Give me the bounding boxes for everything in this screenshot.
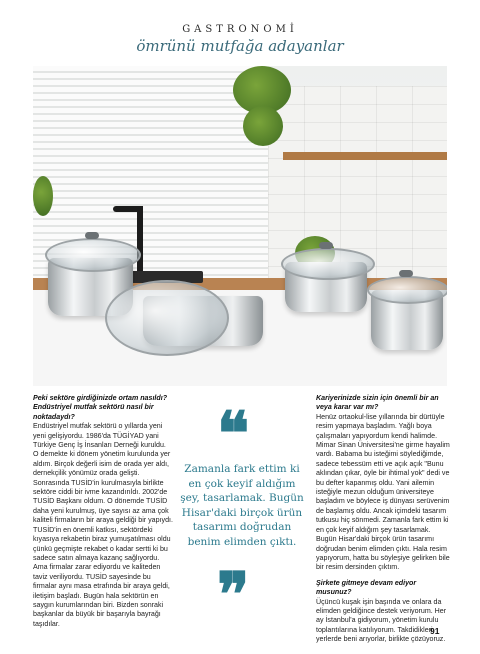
kitchen-cookware-photo xyxy=(33,66,447,386)
page-header xyxy=(0,24,480,55)
lid-knob xyxy=(85,232,99,239)
pot-left-lid xyxy=(45,238,141,272)
pot-right-lid xyxy=(367,276,447,304)
hanging-plant xyxy=(243,106,283,146)
section-label: GASTRONOMİ xyxy=(182,24,298,35)
interview-question: Kariyerinizde sizin için önemli bir an veya karar var mı? xyxy=(316,394,439,412)
lid-knob xyxy=(319,242,333,249)
left-column xyxy=(33,394,173,629)
page-number: 91 xyxy=(430,626,440,636)
wooden-shelf xyxy=(283,152,447,160)
close-quote-icon: ❞ xyxy=(217,560,250,630)
side-plant xyxy=(33,176,53,216)
right-column xyxy=(316,394,450,645)
interview-answer: Üçüncü kuşak işin başında ve onlara da elimden geldiğince destek veriyorum. Her ay İstanbul'a gidiyorum, yönetim kurulu toplantılarına katılıyorum. Takdidikleri yerlerde beni arıyorlar, birlikte çözüyoruz. xyxy=(316,597,447,644)
pot-center-lid xyxy=(281,248,375,280)
faucet xyxy=(137,206,143,272)
glass-lid xyxy=(105,280,229,356)
interview-answer: Henüz ortaokul-lise yıllarında bir dürtüyle resim yapmaya başladım. Yağlı boya çalışmaları yapıyordum kendi halimde. Mimar Sinan Üniversitesi'ne girme hayalim vardı. Babama bu isteğimi söylediğimde, sadece tebessüm etti ve açık açık "Bunu aklından çıkar, öyle bir ihtimal yok" dedi ve bu defter kapanmış oldu. Yani ailemin isteğiyle mezun olduğum üniversiteye başladım ve böylece iş dünyası serüvenim de başlamış oldu. Ancak içimdeki tasarım tutkusu hiç sönmedi. Zamanla fark ettim ki en çok keyif aldığım şey tasarlamak. Bugün Hisar'daki birçok ürün tasarımı doğrudan benim elimden çıktı. Hala resim yapıyorum, hatta bu söyleşiye gelirken bile bir resim dersinden çıktım. xyxy=(316,412,450,572)
section-subtitle: ömrünü mutfağa adayanlar xyxy=(136,37,344,55)
pull-quote: Zamanla fark ettim ki en çok keyif aldığım şey, tasarlamak. Bugün Hisar'daki birçok ürün tasarımı doğrudan benim elimden çıktı. xyxy=(180,463,304,548)
interview-question: Peki sektöre girdiğinizde ortam nasıldı? Endüstriyel mutfak sektörü nasıl bir noktadaydı? xyxy=(33,394,168,421)
lid-knob xyxy=(399,270,413,277)
interview-answer: Endüstriyel mutfak sektörü o yıllarda yeni yeni gelişiyordu. 1986'da TÜGİYAD yani Türkiye Genç İş İnsanları Derneği kuruldu. O demekte ki dönem yönetim kurulunda yer aldım. Birçok değerli isim de orada yer aldı, dernekçilik yönümüz orada gelişti. Sonrasında TUSİD'in kurulmasıyla birlikte sektöre ciddi bir ivme kazandırıldı. 2002'de TUSİD Başkanı oldum. O dönemde TUSİD daha yeni kurulmuş, üye sayısı az ama çok kaliteli firmaların bir araya geldiği bir yapıydı. TUSİD'in en önemli katkısı, sektördeki kıyasıya rekabetin biraz yumuşatılması oldu çünkü geçmişte rekabet o kadar sertti ki bu sadece satın almaya kazanç sağlıyordu. Ama firmalar zarar ediyordu ve kaliteden taviz veriliyordu. TUSİD sayesinde bu firmalar aynı masa etrafında bir araya geldi, iletişim başladı. Bugün hala sektörün en saygın kurumlarından biri. Bizden sonraki başkanlar da büyük bir başarıyla bayrağı taşıdılar. xyxy=(33,422,173,628)
interview-question: Şirkete gitmeye devam ediyor musunuz? xyxy=(316,578,417,597)
open-quote-icon: ❝ xyxy=(217,399,250,469)
